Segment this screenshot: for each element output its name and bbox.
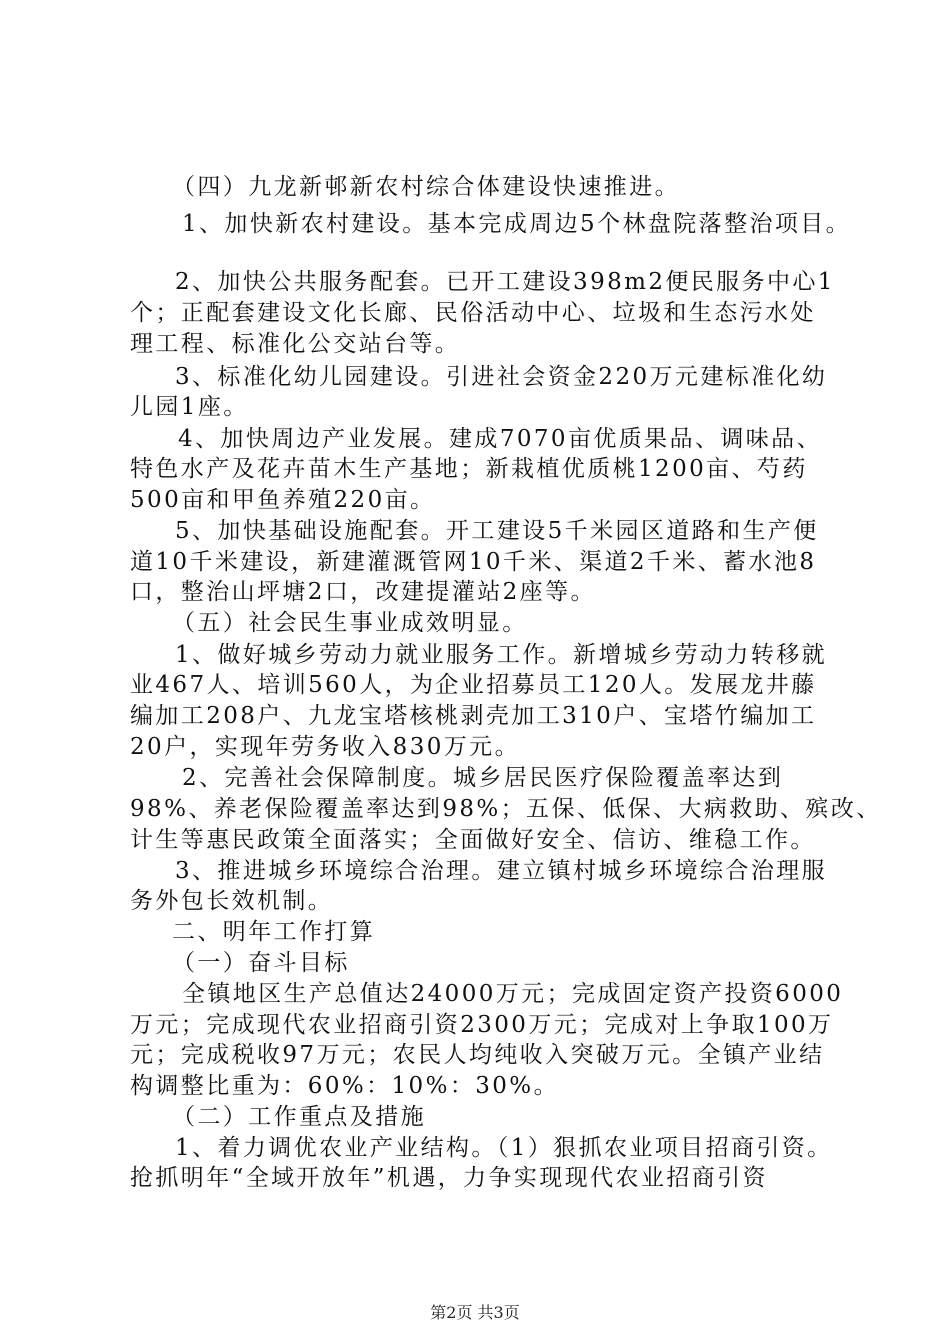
subsection-heading-goals: （一）奋斗目标: [172, 950, 350, 976]
paragraph-line: 元；完成税收97万元；农民人均纯收入突破万元。全镇产业结: [130, 1042, 825, 1068]
paragraph-line: 1、着力调优农业产业结构。（1）狠抓农业项目招商引资。: [175, 1135, 833, 1161]
paragraph-line: 98%、养老保险覆盖率达到98%；五保、低保、大病救助、殡改、: [130, 796, 882, 822]
paragraph-line: 道10千米建设，新建灌溉管网10千米、渠道2千米、蓄水池8: [130, 549, 817, 575]
paragraph-line: 全镇地区生产总值达24000万元；完成固定资产投资6000: [182, 981, 844, 1007]
page-footer: 第2页 共3页: [430, 1303, 520, 1322]
paragraph-line: 抢抓明年“全域开放年”机遇，力争实现现代农业招商引资: [130, 1165, 768, 1191]
paragraph-line: 1、加快新农村建设。基本完成周边5个林盘院落整治项目。: [182, 211, 852, 237]
section-heading-plan: 二、明年工作打算: [172, 919, 376, 945]
paragraph-line: 20户，实现年劳务收入830万元。: [130, 734, 520, 760]
paragraph-line: 5、加快基础设施配套。开工建设5千米园区道路和生产便: [175, 518, 819, 544]
section-heading-5: （五）社会民生事业成效明显。: [172, 610, 528, 636]
paragraph-line: 编加工208户、九龙宝塔核桃剥壳加工310户、宝塔竹编加工: [130, 703, 817, 729]
paragraph-line: 4、加快周边产业发展。建成7070亩优质果品、调味品、: [178, 426, 822, 452]
paragraph-line: 万元；完成现代农业招商引资2300万元；完成对上争取100万: [130, 1012, 834, 1038]
paragraph-line: 务外包长效机制。: [130, 888, 334, 914]
paragraph-line: 特色水产及花卉苗木生产基地；新栽植优质桃1200亩、芍药: [130, 456, 808, 482]
paragraph-line: 业467人、培训560人，为企业招募员工120人。发展龙井藤: [130, 672, 817, 698]
paragraph-line: 计生等惠民政策全面落实；全面做好安全、信访、维稳工作。: [130, 827, 816, 853]
paragraph-line: 儿园1座。: [130, 394, 249, 420]
paragraph-line: 口，整治山坪塘2口，改建提灌站2座等。: [130, 579, 596, 605]
section-heading-4: （四）九龙新邨新农村综合体建设快速推进。: [172, 174, 680, 200]
subsection-heading-measures: （二）工作重点及措施: [172, 1104, 426, 1130]
paragraph-line: 个；正配套建设文化长廊、民俗活动中心、垃圾和生态污水处: [130, 300, 816, 326]
paragraph-line: 2、加快公共服务配套。已开工建设398m2便民服务中心1: [175, 269, 835, 295]
paragraph-line: 构调整比重为：60%：10%：30%。: [130, 1073, 559, 1099]
paragraph-line: 1、做好城乡劳动力就业服务工作。新增城乡劳动力转移就: [175, 642, 828, 668]
paragraph-line: 3、推进城乡环境综合治理。建立镇村城乡环境综合治理服: [175, 858, 828, 884]
paragraph-line: 理工程、标准化公交站台等。: [130, 331, 461, 357]
paragraph-line: 500亩和甲鱼养殖220亩。: [130, 487, 436, 513]
paragraph-line: 3、标准化幼儿园建设。引进社会资金220万元建标准化幼: [175, 364, 828, 390]
paragraph-line: 2、完善社会保障制度。城乡居民医疗保险覆盖率达到: [182, 765, 784, 791]
